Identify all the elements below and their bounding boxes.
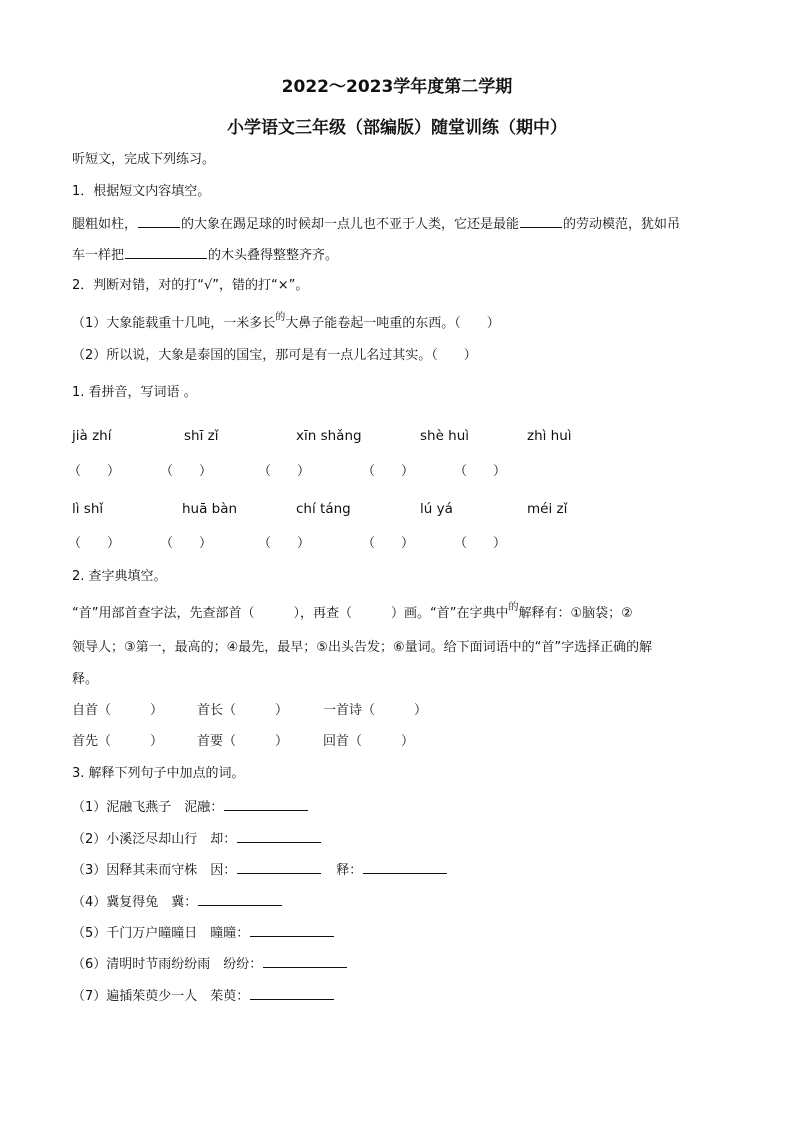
explain-text: （4）冀复得兔 冀： — [72, 895, 198, 910]
fill-blank[interactable] — [250, 922, 334, 937]
answer-paren[interactable]: （ ） — [362, 536, 415, 551]
answer-paren[interactable]: （ ） — [68, 464, 121, 479]
q1-text-e: 的木头叠得整整齐齐。 — [208, 248, 339, 263]
pinyin-word: méi zǐ — [527, 501, 568, 517]
answer-paren[interactable]: （ ） — [362, 464, 415, 479]
answer-paren[interactable]: （ ） — [258, 464, 311, 479]
explain-text: （1）泥融飞燕子 泥融： — [72, 800, 224, 815]
explain-heading: 3. 解释下列句子中加点的词。 — [72, 766, 245, 781]
question-2-item-2: （2）所以说，大象是泰国的国宝，那可是有一点儿名过其实。（ ） — [72, 348, 477, 363]
dict-word[interactable]: 首先（ ） — [72, 734, 164, 749]
pinyin-word: lì shǐ — [72, 501, 104, 517]
answer-paren[interactable]: （ ） — [454, 536, 507, 551]
dict-word[interactable]: 回首（ ） — [323, 734, 415, 749]
question-2-heading: 2．判断对错，对的打“√”，错的打“×”。 — [72, 278, 309, 293]
dict-text-b: 解释有：①脑袋；② — [518, 606, 633, 621]
page-title-term: 2022～2023学年度第二学期 — [281, 77, 513, 97]
pinyin-word: shī zǐ — [184, 428, 219, 444]
dictionary-line-2: 领导人；③第一，最高的；④最先，最早；⑤出头告发；⑥量词。给下面词语中的“首”字选择正确的解 — [72, 640, 653, 655]
q1-text-d: 车一样把 — [72, 248, 125, 263]
fill-blank[interactable] — [138, 213, 180, 228]
pinyin-word: zhì huì — [527, 428, 572, 444]
explain-item — [72, 985, 335, 1007]
fill-blank[interactable] — [224, 796, 308, 811]
dict-word[interactable]: 一首诗（ ） — [323, 703, 428, 718]
explain-text: （5）千门万户曈曈日 曈曈： — [72, 926, 250, 941]
fill-blank[interactable] — [263, 953, 347, 968]
explain-item — [72, 922, 335, 944]
pinyin-word: jià zhí — [72, 428, 112, 444]
answer-paren[interactable]: （ ） — [160, 536, 213, 551]
question-1-line-1 — [72, 213, 680, 235]
answer-paren[interactable]: （ ） — [160, 464, 213, 479]
explain-text: （3）因释其耒而守株 因： — [72, 863, 237, 878]
fill-blank[interactable] — [250, 985, 334, 1000]
pinyin-word: xīn shǎng — [296, 428, 362, 444]
dict-word[interactable]: 自首（ ） — [72, 703, 164, 718]
page-title-subject: 小学语文三年级（部编版）随堂训练（期中） — [227, 118, 567, 138]
q1-text-b: 的大象在踢足球的时候却一点儿也不亚于人类，它还是最能 — [181, 217, 520, 232]
explain-item — [72, 953, 348, 975]
dictionary-line-3: 释。 — [72, 672, 99, 687]
pinyin-word: huā bàn — [182, 501, 238, 517]
superscript-char: 的 — [275, 312, 286, 323]
q1-text-a: 腿粗如柱， — [72, 217, 138, 232]
dict-word[interactable]: 首要（ ） — [197, 734, 289, 749]
explain-item — [72, 891, 283, 913]
q2-1-text-b: 大鼻子能卷起一吨重的东西。（ ） — [285, 316, 500, 331]
q2-1-text: （1）大象能载重十几吨，一米多长 — [72, 316, 276, 331]
explain-text-extra: 释： — [336, 863, 363, 878]
explain-item — [72, 859, 448, 881]
fill-blank[interactable] — [125, 244, 207, 259]
answer-paren[interactable]: （ ） — [68, 536, 121, 551]
dictionary-line-1 — [72, 604, 633, 625]
fill-blank[interactable] — [520, 213, 562, 228]
fill-blank[interactable] — [363, 859, 447, 874]
pinyin-heading: 1. 看拼音，写词语 。 — [72, 385, 197, 400]
pinyin-word: shè huì — [420, 428, 470, 444]
fill-blank[interactable] — [237, 828, 321, 843]
dict-text-a: “首”用部首查字法，先查部首（ ），再查（ ）画。“首”在字典中 — [72, 606, 509, 621]
listen-intro: 听短文，完成下列练习。 — [72, 152, 216, 167]
superscript-char: 的 — [508, 602, 519, 613]
explain-text: （7）遍插茱萸少一人 茱萸： — [72, 989, 250, 1004]
explain-item — [72, 828, 322, 850]
explain-text: （6）清明时节雨纷纷雨 纷纷： — [72, 957, 263, 972]
dict-word[interactable]: 首长（ ） — [197, 703, 289, 718]
fill-blank[interactable] — [198, 891, 282, 906]
explain-text: （2）小溪泛尽却山行 却： — [72, 832, 237, 847]
dictionary-heading: 2. 查字典填空。 — [72, 569, 167, 584]
explain-item — [72, 796, 309, 818]
pinyin-word: lú yá — [420, 501, 453, 517]
question-1-line-2 — [72, 244, 338, 266]
answer-paren[interactable]: （ ） — [454, 464, 507, 479]
question-1-heading: 1．根据短文内容填空。 — [72, 184, 211, 199]
answer-paren[interactable]: （ ） — [258, 536, 311, 551]
question-2-item-1 — [72, 314, 500, 335]
fill-blank[interactable] — [237, 859, 321, 874]
q1-text-c: 的劳动模范，犹如吊 — [563, 217, 681, 232]
pinyin-word: chí táng — [296, 501, 351, 517]
